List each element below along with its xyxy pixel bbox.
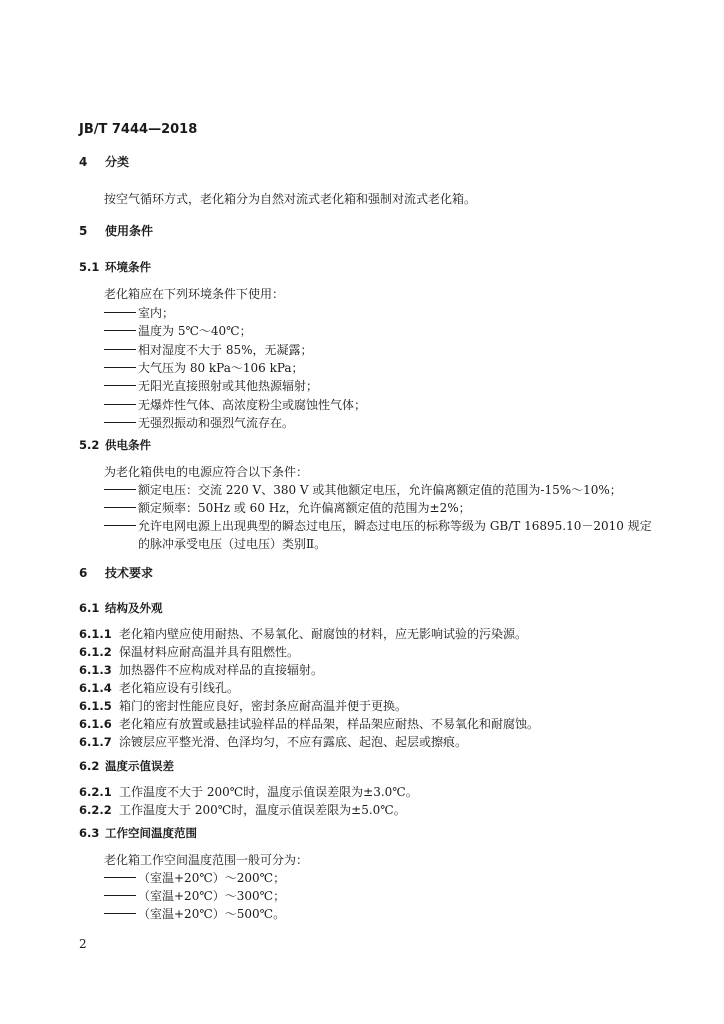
list-item: 无强烈振动和强烈气流存在。 <box>104 417 294 429</box>
paragraph: 老化箱工作空间温度范围一般可分为： <box>104 853 309 867</box>
subsection-number: 6.1 <box>79 601 100 615</box>
subsection-5-1-heading <box>79 262 151 274</box>
subsection-6-2-heading <box>79 761 174 773</box>
subsection-number: 6.3 <box>79 826 100 840</box>
paragraph: 按空气循环方式，老化箱分为自然对流式老化箱和强制对流式老化箱。 <box>104 192 477 206</box>
subsection-5-2-heading <box>79 440 151 452</box>
section-6-heading <box>79 567 153 579</box>
list-item: 相对湿度不大于 85%，无凝露； <box>104 344 313 356</box>
clause-6-1-3: 6.1.3 加热器件不应构成对样品的直接辐射。 <box>79 663 324 677</box>
section-5-heading <box>79 225 153 237</box>
subsection-title: 工作空间温度范围 <box>105 826 197 840</box>
subsection-title: 供电条件 <box>105 438 151 452</box>
subsection-number: 6.2 <box>79 759 100 773</box>
subsection-title: 环境条件 <box>105 260 151 274</box>
subsection-number: 5.1 <box>79 260 100 274</box>
section-title: 分类 <box>105 155 130 169</box>
clause-6-1-4: 6.1.4 老化箱应设有引线孔。 <box>79 681 240 695</box>
clause-6-2-1: 6.2.1 工作温度不大于 200℃时，温度示值误差限为±3.0℃。 <box>79 785 418 799</box>
list-item: 大气压为 80 kPa～106 kPa； <box>104 362 304 374</box>
list-item: （室温+20℃）～500℃。 <box>104 908 285 920</box>
clause-6-1-2: 6.1.2 保温材料应耐高温并具有阻燃性。 <box>79 645 300 659</box>
section-number: 5 <box>79 224 88 238</box>
list-item: 额定频率：50Hz 或 60 Hz，允许偏离额定值的范围为±2%； <box>104 502 471 514</box>
section-number: 6 <box>79 566 88 580</box>
clause-6-1-1: 6.1.1 老化箱内壁应使用耐热、不易氧化、耐腐蚀的材料，应无影响试验的污染源。 <box>79 627 528 641</box>
paragraph: 为老化箱供电的电源应符合以下条件： <box>104 465 309 479</box>
section-title: 技术要求 <box>105 566 154 580</box>
section-4-heading <box>79 156 129 168</box>
subsection-6-3-heading <box>79 828 197 840</box>
list-item: （室温+20℃）～200℃； <box>104 872 285 884</box>
clause-6-1-7: 6.1.7 涂镀层应平整光滑、色泽均匀，不应有露底、起泡、起层或擦痕。 <box>79 735 468 749</box>
list-item: 额定电压：交流 220 V、380 V 或其他额定电压，允许偏离额定值的范围为-15%～10%； <box>104 484 622 496</box>
list-item: 室内； <box>104 307 174 319</box>
subsection-title: 温度示值误差 <box>105 759 174 773</box>
subsection-number: 5.2 <box>79 438 100 452</box>
list-item: 允许电网电源上出现典型的瞬态过电压，瞬态过电压的标称等级为 GB/T 16895.10－2010 规定 <box>104 520 652 532</box>
clause-6-1-5: 6.1.5 箱门的密封性能应良好，密封条应耐高温并便于更换。 <box>79 699 408 713</box>
list-item: （室温+20℃）～300℃； <box>104 890 285 902</box>
standard-number: JB/T 7444—2018 <box>79 122 198 137</box>
section-number: 4 <box>79 155 88 169</box>
subsection-6-1-heading <box>79 603 163 615</box>
clause-6-1-6: 6.1.6 老化箱应有放置或悬挂试验样品的样品架，样品架应耐热、不易氧化和耐腐蚀。 <box>79 717 540 731</box>
list-item-continuation: 的脉冲承受电压（过电压）类别Ⅱ。 <box>138 537 327 551</box>
list-item: 无阳光直接照射或其他热源辐射； <box>104 380 318 392</box>
list-item: 温度为 5℃～40℃； <box>104 325 252 337</box>
page-number: 2 <box>79 937 87 951</box>
list-item: 无爆炸性气体、高浓度粉尘或腐蚀性气体； <box>104 399 366 411</box>
subsection-title: 结构及外观 <box>105 601 163 615</box>
clause-6-2-2: 6.2.2 工作温度大于 200℃时，温度示值误差限为±5.0℃。 <box>79 803 406 817</box>
section-title: 使用条件 <box>105 224 154 238</box>
paragraph: 老化箱应在下列环境条件下使用： <box>104 287 285 301</box>
